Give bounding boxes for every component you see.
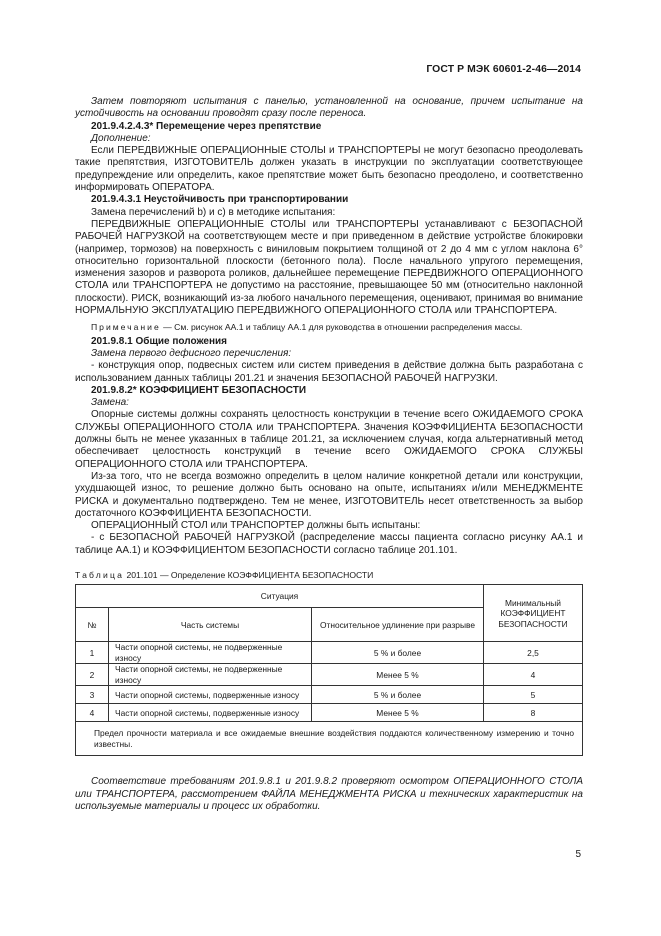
table-row bbox=[76, 664, 583, 686]
conformity-paragraph: Соответствие требованиям 201.9.8.1 и 201.9.8.2 проверяют осмотром ОПЕРАЦИОННОГО СТОЛА или ТРАНСПОРТЕРА, рассмотрением ФАЙЛА МЕНЕДЖМЕНТА РИСКА и технических характеристик на используемые материалы и процесс их обработки. bbox=[75, 776, 583, 812]
document-code: ГОСТ Р МЭК 60601-2-46—2014 bbox=[426, 64, 581, 75]
table-row bbox=[76, 642, 583, 664]
paragraph: Опорные системы должны сохранять целостность конструкции в течение всего ОЖИДАЕМОГО СРОКА СЛУЖБЫ ОПЕРАЦИОННОГО СТОЛА или ТРАНСПОРТЕРА. Значения КОЭФФИЦИЕНТА БЕЗОПАСНОСТИ должны быть не менее указанных в таблице 201.21, за исключением случая, когда альтернативный метод обеспечивает целостность конструкций в течение всего ОЖИДАЕМОГО СРОКА СЛУЖБЫ ОПЕРАЦИОННОГО СТОЛА или ТРАНСПОРТЕРА. bbox=[75, 409, 583, 470]
cell-number: 3 bbox=[76, 686, 109, 704]
cell-number: 1 bbox=[76, 642, 109, 664]
paragraph: Замена перечислений b) и с) в методике испытания: bbox=[91, 206, 336, 218]
section-heading: 201.9.4.3.1 Неустойчивость при транспортировании bbox=[91, 194, 349, 206]
cell-elongation: 5 % и более bbox=[312, 642, 484, 664]
table-footnote: Предел прочности материала и все ожидаемые внешние воздействия поддаются количественному измерению и точно известны. bbox=[76, 722, 583, 756]
document-body bbox=[75, 96, 583, 813]
header-number: № bbox=[76, 608, 109, 642]
cell-elongation: 5 % и более bbox=[312, 686, 484, 704]
cell-min-factor: 8 bbox=[484, 704, 583, 722]
header-elongation: Относительное удлинение при разрыве bbox=[312, 608, 484, 642]
cell-system-part: Части опорной системы, подверженные износу bbox=[109, 686, 312, 704]
header-min-factor: Минимальный КОЭФФИЦИЕНТ БЕЗОПАСНОСТИ bbox=[484, 585, 583, 642]
safety-factor-table bbox=[75, 584, 583, 756]
header-system-part: Часть системы bbox=[109, 608, 312, 642]
paragraph: - с БЕЗОПАСНОЙ РАБОЧЕЙ НАГРУЗКОЙ (распределение массы пациента согласно рисунку АА.1 и таблице АА.1) и КОЭФФИЦИЕНТОМ БЕЗОПАСНОСТИ согласно таблице 201.101. bbox=[75, 532, 583, 556]
cell-elongation: Менее 5 % bbox=[312, 664, 484, 686]
section-heading: 201.9.4.2.4.3* Перемещение через препятствие bbox=[91, 120, 322, 132]
cell-min-factor: 5 bbox=[484, 686, 583, 704]
table-caption-text: 201.101 — Определение КОЭФФИЦИЕНТА БЕЗОПАСНОСТИ bbox=[124, 569, 374, 580]
paragraph: Замена: bbox=[91, 397, 129, 409]
paragraph: - конструкция опор, подвесных систем или систем приведения в действие должна быть разработана с использованием данных таблицы 201.21 и значения БЕЗОПАСНОЙ РАБОЧЕЙ НАГРУЗКИ. bbox=[75, 360, 583, 384]
cell-number: 4 bbox=[76, 704, 109, 722]
note bbox=[75, 321, 583, 333]
cell-min-factor: 4 bbox=[484, 664, 583, 686]
paragraph: Затем повторяют испытания с панелью, установленной на основание, причем испытание на устойчивость на основании проводят сразу после переноса. bbox=[75, 96, 583, 120]
paragraph: ОПЕРАЦИОННЫЙ СТОЛ или ТРАНСПОРТЕР должны быть испытаны: bbox=[91, 520, 421, 532]
table-caption bbox=[75, 569, 583, 581]
header-situation: Ситуация bbox=[76, 585, 484, 608]
page-number: 5 bbox=[575, 849, 581, 860]
paragraph: Дополнение: bbox=[91, 132, 151, 144]
paragraph: ПЕРЕДВИЖНЫЕ ОПЕРАЦИОННЫЕ СТОЛЫ или ТРАНСПОРТЕРЫ устанавливают с БЕЗОПАСНОЙ РАБОЧЕЙ НАГРУЗКОЙ на соответствующем месте и при приведенном в действие устройстве блокировки (например, тормозов) на поверхность с виниловым покрытием толщиной от 2 до 4 мм с углом наклона 6° относительно горизонтальной плоскости (бетонного пола). После начального упругого перемещения, изменения зазоров и разворота роликов, дальнейшее перемещение ПЕРЕДВИЖНОГО ОПЕРАЦИОННОГО СТОЛА или ТРАНСПОРТЕРА не допустимо на расстояние, превышающее 50 мм (относительно наклонной плоскости). РИСК, возникающий из-за любого начального перемещения, оценивают, принимая во внимание НОРМАЛЬНУЮ ЭКСПЛУАТАЦИЮ ПЕРЕДВИЖНОГО ОПЕРАЦИОННОГО СТОЛА или ТРАНСПОРТЕРА. bbox=[75, 218, 583, 317]
cell-system-part: Части опорной системы, не подверженные износу bbox=[109, 642, 312, 664]
note-text: — См. рисунок АА.1 и таблицу АА.1 для руководства в отношении распределения массы. bbox=[160, 322, 523, 333]
cell-elongation: Менее 5 % bbox=[312, 704, 484, 722]
cell-system-part: Части опорной системы, не подверженные износу bbox=[109, 664, 312, 686]
paragraph: Из-за того, что не всегда возможно определить в целом наличие конкретной детали или конструкции, ухудшающей износ, то решение должно быть основано на опыте, испытаниях и/или МЕНЕДЖМЕНТЕ РИСКА и документально подтверждено. Тем не менее, ИЗГОТОВИТЕЛЬ несет ответственность за выбор достаточного КОЭФФИЦИЕНТА БЕЗОПАСНОСТИ. bbox=[75, 470, 583, 519]
table-row bbox=[76, 686, 583, 704]
section-heading: 201.9.8.2* КОЭФФИЦИЕНТ БЕЗОПАСНОСТИ bbox=[91, 384, 307, 396]
cell-number: 2 bbox=[76, 664, 109, 686]
table-row bbox=[76, 704, 583, 722]
paragraph: Замена первого дефисного перечисления: bbox=[91, 347, 292, 359]
section-heading: 201.9.8.1 Общие положения bbox=[91, 335, 228, 347]
note-label: Примечание bbox=[91, 322, 161, 333]
cell-min-factor: 2,5 bbox=[484, 642, 583, 664]
paragraph: Если ПЕРЕДВИЖНЫЕ ОПЕРАЦИОННЫЕ СТОЛЫ и ТРАНСПОРТЕРЫ не могут безопасно преодолевать такие препятствия, ИЗГОТОВИТЕЛЬ должен указать в инструкции по эксплуатации соответствующее предупреждение или определить, какое препятствие может быть безопасно преодолено, и соответственно информировать ОПЕРАТОРА. bbox=[75, 145, 583, 194]
table-caption-label: Таблица bbox=[75, 569, 125, 580]
cell-system-part: Части опорной системы, подверженные износу bbox=[109, 704, 312, 722]
